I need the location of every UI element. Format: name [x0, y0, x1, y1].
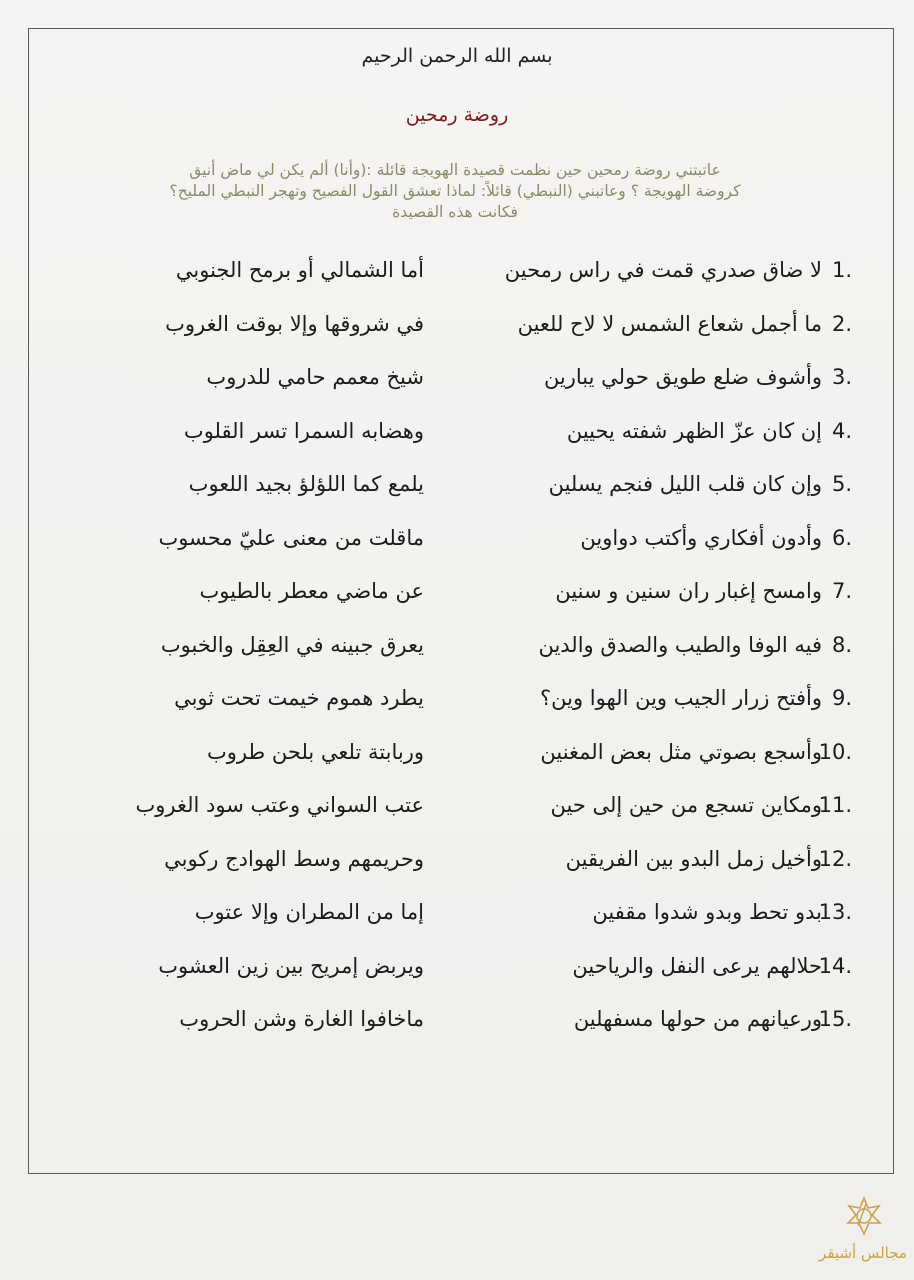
- verse-row: [0, 686, 914, 726]
- verse-first-hemistich: فيه الوفا والطيب والصدق والدين: [538, 632, 822, 657]
- verse-row: [0, 793, 914, 833]
- verse-number: 9.: [831, 686, 852, 710]
- verse-second-hemistich: عتب السواني وعتب سود الغروب: [135, 793, 424, 817]
- verse-number: 13.: [818, 900, 852, 924]
- verse-row: [0, 526, 914, 566]
- verse-number: 15.: [818, 1007, 852, 1031]
- verse-second-hemistich: ويربض إمريح بين زين العشوب: [158, 953, 424, 978]
- logo-text: مجالس أشيقر: [819, 1244, 907, 1262]
- verse-first-hemistich: بدو تحط وبدو شدوا مقفين: [592, 900, 822, 924]
- verse-number: 14.: [818, 953, 852, 978]
- verse-number: 1.: [831, 258, 852, 282]
- verse-number: 12.: [818, 846, 852, 871]
- verse-second-hemistich: يعرق جبينه في العِقِل والخبوب: [160, 632, 424, 657]
- verse-number: 10.: [818, 739, 852, 764]
- poem-introduction: [100, 160, 810, 223]
- verse-first-hemistich: وأخيل زمل البدو بين الفريقين: [565, 846, 822, 871]
- basmala: بسم الله الرحمن الرحيم: [361, 45, 553, 67]
- verse-first-hemistich: حلالهم يرعى النفل والرياحين: [572, 953, 822, 978]
- quill-star-icon: [844, 1196, 884, 1240]
- intro-line-3: فكانت هذه القصيدة: [392, 203, 518, 221]
- verse-number: 2.: [831, 311, 852, 336]
- verse-number: 3.: [831, 365, 852, 389]
- verse-second-hemistich: عن ماضي معطر بالطيوب: [199, 579, 424, 603]
- verse-second-hemistich: أما الشمالي أو برمح الجنوبي: [175, 258, 424, 282]
- verse-first-hemistich: لا ضاق صدري قمت في راس رمحين: [504, 258, 822, 282]
- verse-first-hemistich: إن كان عزّ الظهر شفته يحيين: [566, 418, 822, 443]
- verse-first-hemistich: وأشوف ضلع طويق حولي يبارين: [543, 365, 822, 389]
- verse-second-hemistich: وحريمهم وسط الهوادج ركوبي: [164, 846, 424, 871]
- verse-row: [0, 258, 914, 298]
- verse-number: 4.: [831, 418, 852, 443]
- verse-row: [0, 579, 914, 619]
- verse-first-hemistich: وأسجع بصوتي مثل بعض المغنين: [540, 739, 822, 764]
- verse-second-hemistich: يطرد هموم خيمت تحت ثوبي: [174, 686, 424, 710]
- verse-second-hemistich: ماخافوا الغارة وشن الحروب: [179, 1007, 424, 1031]
- verse-first-hemistich: ما أجمل شعاع الشمس لا لاح للعين: [517, 311, 822, 336]
- verse-row: [0, 312, 914, 352]
- verse-row: [0, 900, 914, 940]
- verse-row: [0, 419, 914, 459]
- verse-number: 8.: [831, 632, 852, 657]
- verse-row: [0, 1007, 914, 1047]
- verse-row: [0, 633, 914, 673]
- verse-number: 11.: [818, 793, 852, 817]
- verse-row: [0, 472, 914, 512]
- verse-number: 5.: [831, 472, 852, 496]
- verse-second-hemistich: يلمع كما اللؤلؤ بجيد اللعوب: [188, 472, 424, 496]
- verse-second-hemistich: شيخ معمم حامي للدروب: [206, 365, 424, 389]
- verse-second-hemistich: ماقلت من معنى عليّ محسوب: [158, 525, 424, 550]
- intro-line-1: عاتبتني روضة رمحين حين نظمت قصيدة الهويجة قائلة :(وأنا) ألم يكن لي ماض أنيق: [189, 161, 721, 179]
- verse-first-hemistich: وإن كان قلب الليل فنجم يسلين: [548, 472, 822, 496]
- verse-second-hemistich: إما من المطران وإلا عتوب: [194, 900, 424, 924]
- verse-first-hemistich: ورعيانهم من حولها مسفهلين: [573, 1007, 822, 1031]
- verse-number: 6.: [831, 525, 852, 550]
- verse-row: [0, 847, 914, 887]
- verse-number: 7.: [831, 579, 852, 603]
- verse-second-hemistich: وهضابه السمرا تسر القلوب: [183, 418, 424, 443]
- poem-title: روضة رمحين: [405, 104, 509, 126]
- verse-row: [0, 365, 914, 405]
- watermark-logo: [818, 1196, 908, 1276]
- intro-line-2: كروضة الهويجة ؟ وعاتبني (النبطي) قائلاً: لماذا تعشق القول الفصيح وتهجر النبطي المليح؟: [169, 182, 741, 200]
- verse-row: [0, 740, 914, 780]
- verse-first-hemistich: وأدون أفكاري وأكتب دواوين: [580, 525, 822, 550]
- verse-first-hemistich: ومكاين تسجع من حين إلى حين: [550, 793, 822, 817]
- verse-first-hemistich: وامسح إغبار ران سنين و سنين: [555, 579, 822, 603]
- verse-second-hemistich: في شروقها وإلا بوقت الغروب: [165, 311, 424, 336]
- verse-row: [0, 954, 914, 994]
- verse-first-hemistich: وأفتح زرار الجيب وين الهوا وين؟: [540, 686, 822, 710]
- verse-second-hemistich: وربابتة تلعي بلحن طروب: [207, 739, 424, 764]
